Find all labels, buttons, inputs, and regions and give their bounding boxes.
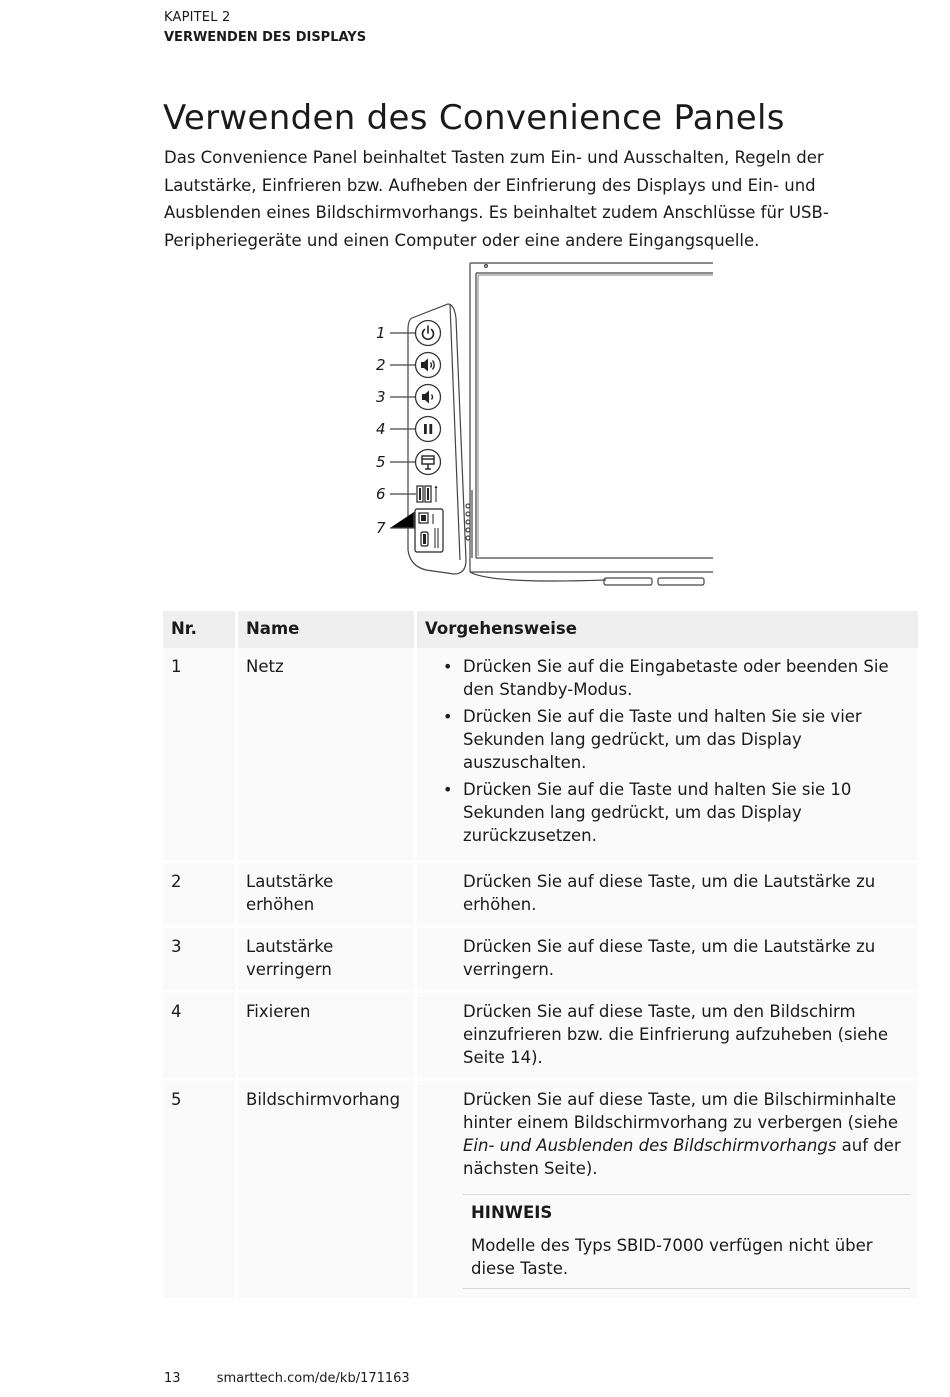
intro-paragraph: Das Convenience Panel beinhaltet Tasten zum Ein- und Ausschalten, Regeln der Lautstärke, Einfrieren bzw. Aufheben der Einfrierung des Displays und Ein- und Ausblenden eines Bildschirmvorhangs. Es beinhaltet zudem Anschlüsse für USB-Peripheriegeräte und einen Computer oder eine andere Eingangsquelle.	[164, 148, 829, 250]
page-footer	[164, 1371, 442, 1386]
row-name: Bildschirmvorhang	[238, 1081, 417, 1301]
row-description	[425, 1088, 910, 1180]
procedure-table	[163, 611, 918, 1301]
usb-port-icon	[417, 486, 438, 503]
row-nr: 1	[163, 648, 238, 863]
list-item: • Drücken Sie auf die Eingabetaste oder beenden Sie den Standby-Modus.	[463, 655, 910, 701]
row-description: Drücken Sie auf diese Taste, um die Lautstärke zu erhöhen.	[463, 872, 876, 914]
row-description: Drücken Sie auf diese Taste, um die Lautstärke zu verringern.	[463, 937, 876, 979]
cross-reference-link[interactable]: Ein- und Ausblenden des Bildschirmvorhangs	[463, 1136, 837, 1155]
row-nr: 3	[163, 928, 238, 993]
table-row	[163, 863, 918, 928]
row-procedure	[417, 1081, 918, 1301]
row-procedure	[417, 928, 918, 993]
row-name: Netz	[238, 648, 417, 863]
header-nr: Nr.	[163, 611, 238, 648]
bullet-list	[425, 655, 910, 847]
header-name: Name	[238, 611, 417, 648]
row-name: Lautstärke verringern	[238, 928, 417, 993]
row-description: Drücken Sie auf diese Taste, um den Bildschirm einzufrieren bzw. die Einfrierung aufzuheben (siehe Seite 14).	[463, 1002, 888, 1067]
description-text-end: auf der nächsten Seite).	[463, 1136, 901, 1178]
description-text: Drücken Sie auf diese Taste, um die Bilschirminhalte hinter einem Bildschirmvorhang zu verbergen (siehe	[463, 1090, 899, 1132]
table-row	[163, 928, 918, 993]
note-title: HINWEIS	[471, 1203, 553, 1222]
list-item: • Drücken Sie auf die Taste und halten Sie sie 10 Sekunden lang gedrückt, um das Display zurückzusetzen.	[463, 778, 910, 847]
row-name: Fixieren	[238, 993, 417, 1081]
callout-1: 1	[376, 324, 386, 342]
row-nr: 2	[163, 863, 238, 928]
panel-illustration	[370, 260, 720, 595]
callout-6: 6	[376, 485, 386, 503]
row-nr: 5	[163, 1081, 238, 1301]
hdmi-port-icon	[415, 509, 443, 552]
callout-3: 3	[376, 388, 386, 406]
page-title: Verwenden des Convenience Panels	[163, 98, 785, 138]
callout-7: 7	[376, 519, 386, 537]
callout-lines	[390, 333, 416, 528]
freeze-button[interactable]	[416, 417, 441, 442]
table-row	[163, 648, 918, 863]
display-frame	[466, 263, 713, 585]
callout-2: 2	[376, 356, 386, 374]
list-item: • Drücken Sie auf die Taste und halten Sie sie vier Sekunden lang gedrückt, um das Display auszuschalten.	[463, 705, 910, 774]
row-name: Lautstärke erhöhen	[238, 863, 417, 928]
convenience-panel-figure	[370, 260, 720, 595]
page-number: 13	[164, 1371, 181, 1386]
callout-4: 4	[376, 420, 386, 438]
section-label: VERWENDEN DES DISPLAYS	[164, 30, 367, 45]
screen-shade-button[interactable]	[416, 450, 441, 475]
note-text: Modelle des Typs SBID-7000 verfügen nicht über diese Taste.	[471, 1236, 873, 1278]
note-box	[463, 1194, 910, 1289]
table-row	[163, 993, 918, 1081]
chapter-label: KAPITEL 2	[164, 10, 231, 25]
row-procedure	[417, 863, 918, 928]
running-header	[164, 8, 366, 48]
row-procedure	[417, 993, 918, 1081]
table-row	[163, 1081, 918, 1301]
table-header-row	[163, 611, 918, 648]
row-nr: 4	[163, 993, 238, 1081]
row-procedure	[417, 648, 918, 863]
footer-url: smarttech.com/de/kb/171163	[216, 1371, 410, 1386]
header-procedure: Vorgehensweise	[417, 611, 918, 648]
callout-5: 5	[376, 453, 386, 471]
